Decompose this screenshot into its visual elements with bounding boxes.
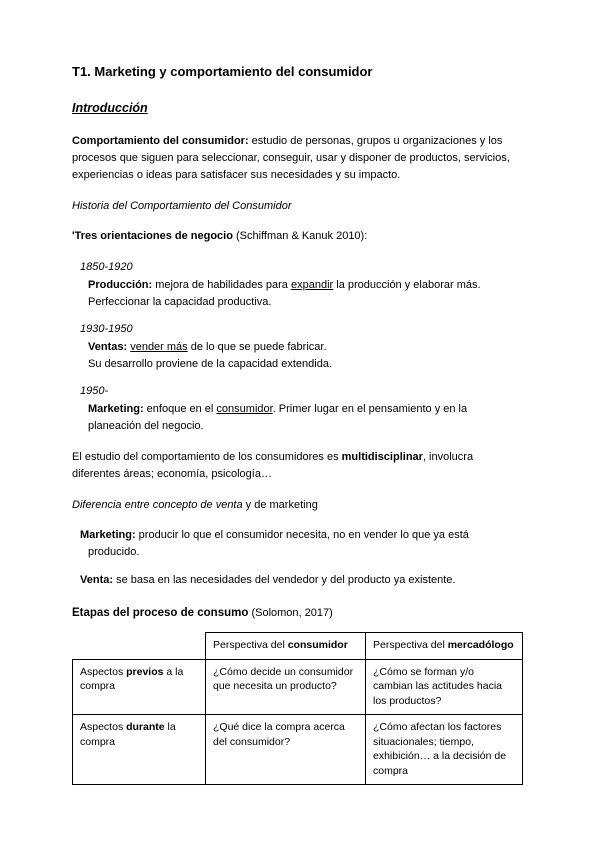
row-marketer-cell: ¿Cómo se forman y/o cambian las actitudes hacia los productos? <box>366 659 523 715</box>
section-heading-introduccion: Introducción <box>72 101 148 115</box>
period-text-pre: enfoque en el <box>143 403 217 415</box>
period-term: Ventas: <box>88 341 128 353</box>
period-description <box>72 339 522 356</box>
multi-bold: multidisciplinar <box>341 451 423 463</box>
table-row-previos <box>73 659 523 715</box>
period-years: 1850-1920 <box>80 261 133 273</box>
header-consumer-prefix: Perspectiva del <box>213 639 288 651</box>
table-header-consumer <box>206 633 366 660</box>
row-label-pre: Aspectos <box>80 665 127 678</box>
row-consumer-cell: ¿Qué dice la compra acerca del consumidor? <box>206 715 366 785</box>
venta-definition <box>72 572 522 589</box>
period-underlined-word: expandir <box>290 279 334 291</box>
period-text-post: . Primer lugar en el pensamiento y en la planeación del negocio. <box>88 403 468 432</box>
period-years: 1950- <box>80 385 109 397</box>
orientations-bold: 'Tres orientaciones de negocio <box>72 230 233 242</box>
difference-heading-italic: Diferencia entre concepto de venta <box>72 499 243 511</box>
orientations-rest: (Schiffman & Kanuk 2010): <box>232 230 368 242</box>
row-label-post: la compra <box>80 721 176 748</box>
difference-heading-rest: y de marketing <box>242 499 318 511</box>
period-description <box>72 401 522 434</box>
period-line2: Su desarrollo proviene de la capacidad extendida. <box>88 357 332 370</box>
period-ventas <box>72 321 522 372</box>
period-underlined-word: consumidor <box>216 403 273 415</box>
table-row-durante <box>73 715 523 785</box>
multi-pre: El estudio del comportamiento de los consumidores es <box>72 451 342 463</box>
header-marketer-prefix: Perspectiva del <box>373 639 448 651</box>
stages-heading-bold: Etapas del proceso de consumo <box>72 607 249 619</box>
definition-term: Comportamiento del consumidor: <box>72 135 249 147</box>
venta-term: Venta: <box>80 574 114 586</box>
row-label-post: a la compra <box>80 665 184 692</box>
stages-heading-rest: (Solomon, 2017) <box>248 607 333 619</box>
period-text-post: de lo que se puede fabricar. <box>187 341 327 353</box>
period-term: Producción: <box>88 279 153 291</box>
marketing-definition <box>72 527 522 561</box>
period-line2: Perfeccionar la capacidad productiva. <box>88 295 272 308</box>
period-description <box>72 277 522 294</box>
row-label-cell <box>73 659 206 715</box>
row-label-bold: durante <box>126 721 165 733</box>
difference-subheading <box>72 497 522 514</box>
row-label-cell <box>73 715 206 785</box>
period-produccion <box>72 259 522 310</box>
table-header-row <box>73 633 523 660</box>
multidisciplinary-paragraph <box>72 449 522 483</box>
multi-post: , involucra diferentes áreas; economía, psicología… <box>72 451 474 480</box>
stages-heading <box>72 605 522 622</box>
row-marketer-cell: ¿Cómo afectan los factores situacionales; tiempo, exhibición… a la decisión de compra <box>366 715 523 785</box>
definition-text: estudio de personas, grupos u organizaciones y los procesos que siguen para seleccionar, conseguir, usar y disponer de productos, servicios, experiencias o ideas para satisfacer sus necesidades y su impacto. <box>72 135 510 181</box>
period-term: Marketing: <box>88 403 144 415</box>
period-years: 1930-1950 <box>80 323 133 335</box>
row-consumer-cell: ¿Cómo decide un consumidor que necesita un producto? <box>206 659 366 715</box>
header-consumer-bold: consumidor <box>287 639 348 651</box>
marketing-text: producir lo que el consumidor necesita, no en vender lo que ya está producido. <box>88 529 469 558</box>
period-text-post: la producción y elaborar más. <box>333 279 481 291</box>
consumption-stages-table <box>72 632 523 785</box>
period-text-pre: mejora de habilidades para <box>152 279 291 291</box>
marketing-term: Marketing: <box>80 529 136 541</box>
consumer-behavior-definition <box>72 133 522 184</box>
table-header-empty-cell <box>73 633 206 660</box>
venta-text: se basa en las necesidades del vendedor y del producto ya existente. <box>113 574 456 586</box>
row-label-bold: previos <box>126 665 164 678</box>
orientations-line <box>72 228 522 245</box>
header-marketer-bold: mercadólogo <box>447 639 514 651</box>
table-header-marketer <box>366 633 523 660</box>
page-title: T1. Marketing y comportamiento del consumidor <box>72 64 373 79</box>
row-label-pre: Aspectos <box>80 721 127 733</box>
history-subheading: Historia del Comportamiento del Consumidor <box>72 200 292 212</box>
period-marketing <box>72 383 522 434</box>
period-underlined-word: vender más <box>130 341 188 353</box>
